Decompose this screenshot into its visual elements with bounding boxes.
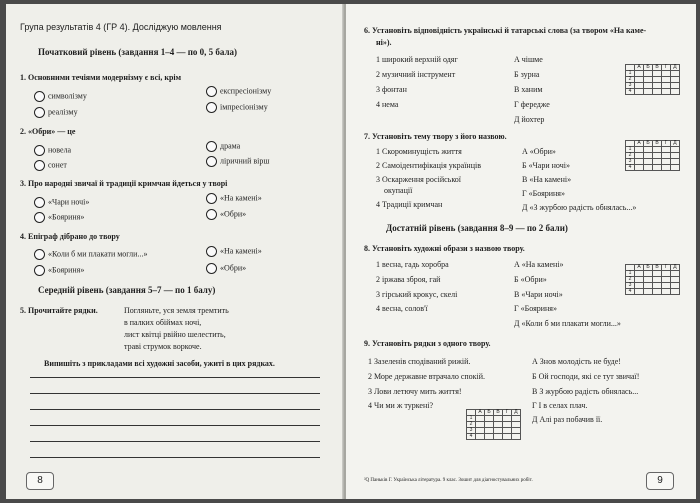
question-5: 5. Прочитайте рядки.: [20, 306, 98, 315]
left-page: [6, 4, 344, 499]
grid-answer-cell[interactable]: [494, 434, 503, 440]
radio-icon[interactable]: [206, 156, 217, 167]
answer-grid-9[interactable]: [466, 409, 521, 440]
radio-icon[interactable]: [34, 145, 45, 156]
q6-right-d: Г фередже: [514, 100, 550, 109]
grid-answer-cell[interactable]: [644, 165, 653, 171]
q8-left-2: 2 іржава зброя, гай: [376, 275, 441, 284]
level-initial-title: Початковий рівень (завдання 1–4 — по 0, 5 бала): [38, 47, 238, 57]
q9-left-4: 4 Чи ми ж туркені?: [368, 401, 434, 410]
right-page: [346, 4, 696, 499]
answer-line[interactable]: [30, 425, 320, 426]
radio-icon[interactable]: [34, 91, 45, 102]
grid-column-label: Г: [503, 410, 512, 416]
answer-grid-6[interactable]: [625, 64, 680, 95]
grid-row-label: 1: [626, 71, 635, 77]
poem-line-4: траві струмок воркоче.: [124, 342, 202, 351]
q6-left-1: 1 широкий верхній одяг: [376, 55, 458, 64]
q6-right-c: В ханим: [514, 85, 543, 94]
radio-icon[interactable]: [206, 193, 217, 204]
grid-row-label: 1: [467, 416, 476, 422]
grid-row-label: 2: [467, 422, 476, 428]
grid-answer-cell[interactable]: [653, 89, 662, 95]
option-1d[interactable]: імпресіонізму: [206, 102, 268, 113]
grid-row: [626, 289, 680, 295]
grid-row-label: 2: [626, 153, 635, 159]
grid-answer-cell[interactable]: [644, 89, 653, 95]
grid-column-label: А: [635, 141, 644, 147]
answer-line[interactable]: [30, 457, 320, 458]
grid-answer-cell[interactable]: [662, 165, 671, 171]
grid-column-label: Б: [644, 65, 653, 71]
q8-left-3: 3 гірський крокус, скелі: [376, 290, 458, 299]
q7-right-b: Б «Чари ночі»: [522, 161, 570, 170]
q9-right-d: Г І в селах плач.: [532, 401, 588, 410]
question-6-line-2: ні»).: [376, 38, 392, 47]
option-4b[interactable]: «Бояриня»: [34, 265, 84, 276]
footnote: ²Q Паньків Г. Українська література. 9 клас. Зошит для діагностувальних робіт.: [364, 478, 533, 483]
page-number: 8: [26, 472, 54, 490]
grid-column-label: В: [653, 265, 662, 271]
radio-icon[interactable]: [206, 86, 217, 97]
q8-left-4: 4 весна, солов'ї: [376, 304, 428, 313]
grid-column-label: Д: [512, 410, 521, 416]
q9-left-1: 1 Зазеленів сподіваний рижій.: [368, 357, 471, 366]
q6-right-e: Д йохтер: [514, 115, 545, 124]
group-header: Група результатів 4 (ГР 4). Досліджую мовлення: [20, 22, 222, 32]
grid-row: [626, 165, 680, 171]
radio-icon[interactable]: [206, 263, 217, 274]
radio-icon[interactable]: [206, 141, 217, 152]
question-6-line-1: 6. Установіть відповідність українські й татарські слова (за твором «На каме-: [364, 26, 647, 35]
question-2: 2. «Обри» — це: [20, 127, 76, 136]
question-8: 8. Установіть художні образи з назвою твору.: [364, 244, 525, 253]
grid-answer-cell[interactable]: [662, 289, 671, 295]
option-1a[interactable]: символізму: [34, 91, 87, 102]
grid-answer-cell[interactable]: [662, 89, 671, 95]
q7-right-e: Д «З журбою радість обнялась...»: [522, 203, 637, 212]
grid-row-label: 4: [626, 289, 635, 295]
q8-right-c: В «Чари ночі»: [514, 290, 563, 299]
radio-icon[interactable]: [206, 209, 217, 220]
radio-icon[interactable]: [206, 246, 217, 257]
grid-row-label: 4: [467, 434, 476, 440]
grid-answer-cell[interactable]: [485, 434, 494, 440]
grid-column-label: В: [494, 410, 503, 416]
option-2a[interactable]: новела: [34, 145, 71, 156]
grid-row-label: 2: [626, 277, 635, 283]
question-4: 4. Епіграф дібрано до твору: [20, 232, 120, 241]
radio-icon[interactable]: [34, 212, 45, 223]
q6-left-3: 3 фонтан: [376, 85, 407, 94]
option-2b[interactable]: сонет: [34, 160, 67, 171]
level-medium-title: Середній рівень (завдання 5–7 — по 1 балу): [38, 285, 216, 295]
grid-column-label: А: [635, 65, 644, 71]
answer-line[interactable]: [30, 377, 320, 378]
question-7: 7. Установіть тему твору з його назвою.: [364, 132, 507, 141]
q7-left-3: 3 Оскарження російської: [376, 175, 462, 184]
grid-column-label: В: [653, 65, 662, 71]
q9-right-e: Д Алі раз побачив її.: [532, 415, 603, 424]
grid-answer-cell[interactable]: [644, 289, 653, 295]
option-2c[interactable]: драма: [206, 141, 240, 152]
q7-left-1: 1 Скороминущість життя: [376, 147, 462, 156]
grid-column-label: Д: [671, 141, 680, 147]
radio-icon[interactable]: [34, 197, 45, 208]
q7-right-c: В «На камені»: [522, 175, 572, 184]
q9-left-3: 3 Лови летючу мить життя!: [368, 387, 462, 396]
q6-left-2: 2 музичний інструмент: [376, 70, 456, 79]
grid-answer-cell[interactable]: [503, 434, 512, 440]
grid-column-label: Г: [662, 141, 671, 147]
q8-left-1: 1 весна, гадь хоробра: [376, 260, 449, 269]
grid-answer-cell[interactable]: [653, 165, 662, 171]
grid-column-label: Г: [662, 65, 671, 71]
grid-row-label: 3: [467, 428, 476, 434]
radio-icon[interactable]: [34, 160, 45, 171]
option-3b[interactable]: «Бояриня»: [34, 212, 84, 223]
poem-line-2: в палких обіймах ночі,: [124, 318, 202, 327]
option-4c[interactable]: «На камені»: [206, 246, 262, 257]
option-2d[interactable]: ліричний вірш: [206, 156, 270, 167]
option-1b[interactable]: реалізму: [34, 107, 78, 118]
q8-right-e: Д «Коли б ми плакати могли...»: [514, 319, 621, 328]
grid-answer-cell[interactable]: [635, 89, 644, 95]
grid-column-label: А: [476, 410, 485, 416]
answer-line[interactable]: [30, 393, 320, 394]
answer-grid-8[interactable]: [625, 264, 680, 295]
q7-left-2: 2 Самоідентифікація українців: [376, 161, 481, 170]
option-3a[interactable]: «Чари ночі»: [34, 197, 89, 208]
option-1c[interactable]: експресіонізму: [206, 86, 271, 97]
grid-answer-cell[interactable]: [653, 289, 662, 295]
q6-left-4: 4 нема: [376, 100, 399, 109]
level-sufficient-title: Достатній рівень (завдання 8–9 — по 2 бали): [386, 223, 568, 233]
option-4a[interactable]: «Коли б ми плакати могли...»: [34, 249, 147, 260]
grid-answer-cell[interactable]: [635, 165, 644, 171]
grid-row-label: 1: [626, 147, 635, 153]
grid-answer-cell[interactable]: [512, 434, 521, 440]
q7-right-a: А «Обри»: [522, 147, 556, 156]
grid-column-label: Г: [662, 265, 671, 271]
grid-answer-cell[interactable]: [635, 289, 644, 295]
q6-right-b: Б зурна: [514, 70, 540, 79]
radio-icon[interactable]: [34, 249, 45, 260]
grid-column-label: Д: [671, 65, 680, 71]
poem-line-1: Погляньте, уся земля тремтить: [124, 306, 229, 315]
q8-right-b: Б «Обри»: [514, 275, 547, 284]
grid-column-label: Б: [644, 141, 653, 147]
grid-row: [467, 434, 521, 440]
radio-icon[interactable]: [34, 107, 45, 118]
grid-answer-cell[interactable]: [671, 289, 680, 295]
grid-row-label: 3: [626, 283, 635, 289]
grid-row: [626, 89, 680, 95]
grid-column-label: Б: [485, 410, 494, 416]
grid-row-label: 4: [626, 165, 635, 171]
answer-line[interactable]: [30, 441, 320, 442]
answer-line[interactable]: [30, 409, 320, 410]
grid-column-label: Б: [644, 265, 653, 271]
grid-row-label: 2: [626, 77, 635, 83]
grid-answer-cell[interactable]: [476, 434, 485, 440]
grid-row-label: 3: [626, 83, 635, 89]
grid-column-label: В: [653, 141, 662, 147]
q7-left-4: 4 Традиції кримчан: [376, 200, 443, 209]
q9-right-c: В З журбою радість обнялась...: [532, 387, 639, 396]
q8-right-a: А «На камені»: [514, 260, 564, 269]
q7-left-3b: окупації: [384, 186, 413, 195]
grid-answer-cell[interactable]: [671, 165, 680, 171]
grid-row-label: 4: [626, 89, 635, 95]
q9-left-2: 2 Море державне втрачало спокій.: [368, 372, 486, 381]
poem-line-3: лист квітці рвійно шелестить,: [124, 330, 226, 339]
q9-right-b: Б Ой господи, які се тут звичаї!: [532, 372, 640, 381]
q6-right-a: А чішме: [514, 55, 543, 64]
grid-row-label: 1: [626, 271, 635, 277]
question-3: 3. Про народні звичаї й традиції кримчан йдеться у творі: [20, 179, 228, 188]
grid-answer-cell[interactable]: [671, 89, 680, 95]
q8-right-d: Г «Бояриня»: [514, 304, 557, 313]
answer-grid-7[interactable]: [625, 140, 680, 171]
question-9: 9. Установіть рядки з одного твору.: [364, 339, 491, 348]
page-number: 9: [646, 472, 674, 490]
option-3d[interactable]: «Обри»: [206, 209, 246, 220]
question-1: 1. Основними течіями модернізму є всі, крім: [20, 73, 182, 82]
grid-column-label: А: [635, 265, 644, 271]
option-4d[interactable]: «Обри»: [206, 263, 246, 274]
grid-row-label: 3: [626, 159, 635, 165]
question-5-task: Випишіть з прикладами всі художні засоби, ужиті в цих рядках.: [44, 359, 275, 368]
q9-right-a: А Знов молодість не буде!: [532, 357, 621, 366]
option-3c[interactable]: «На камені»: [206, 193, 262, 204]
radio-icon[interactable]: [206, 102, 217, 113]
q7-right-d: Г «Бояриня»: [522, 189, 565, 198]
grid-column-label: Д: [671, 265, 680, 271]
radio-icon[interactable]: [34, 265, 45, 276]
